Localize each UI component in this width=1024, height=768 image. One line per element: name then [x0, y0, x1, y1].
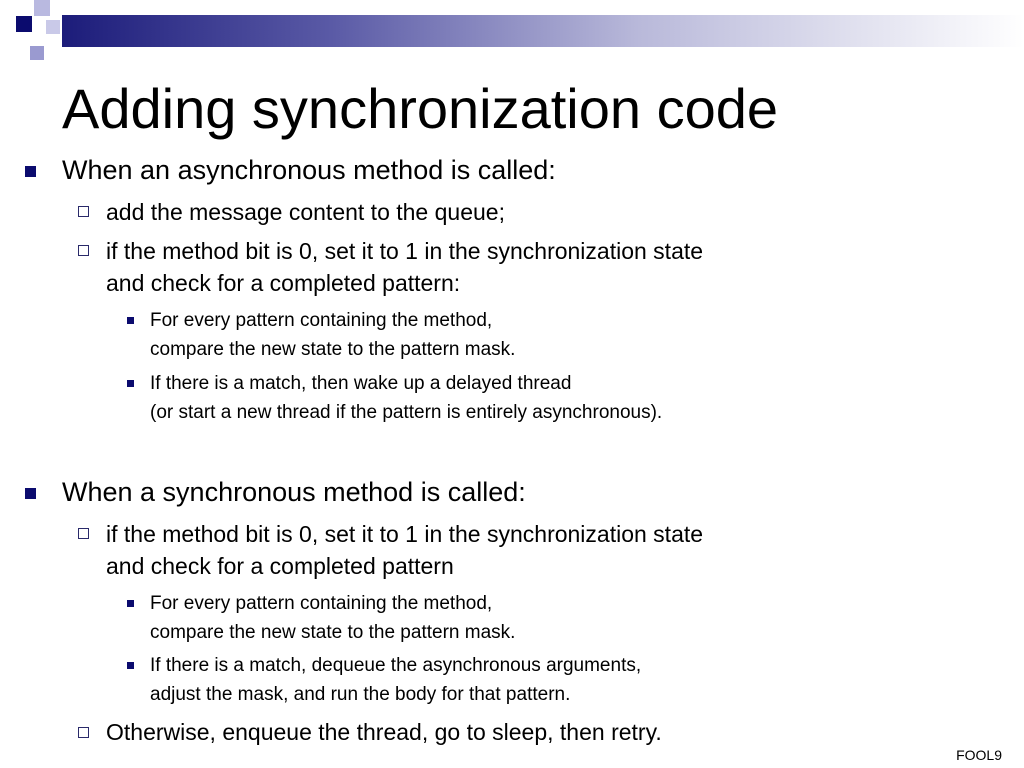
slide-title: Adding synchronization code [62, 77, 779, 140]
bullet-small-square-icon [127, 380, 134, 387]
header-decoration [0, 0, 1024, 62]
bullet-square-icon [25, 488, 36, 499]
bullet-small-square-icon [127, 600, 134, 607]
section1-item2-line2: and check for a completed pattern: [106, 270, 461, 296]
bullet-hollow-square-icon [78, 245, 89, 256]
bullet-small-square-icon [127, 317, 134, 324]
section2-item1-line1: if the method bit is 0, set it to 1 in the synchronization state [106, 521, 704, 547]
decor-square [16, 16, 32, 32]
header-gradient-bar [62, 15, 1024, 47]
section1-sub1-line1: For every pattern containing the method, [150, 310, 493, 331]
bullet-square-icon [25, 166, 36, 177]
bullet-hollow-square-icon [78, 206, 89, 217]
section2-heading: When a synchronous method is called: [62, 477, 526, 507]
bullet-hollow-square-icon [78, 727, 89, 738]
slide-footer: FOOL9 [956, 747, 1002, 763]
section2-sub2-line1: If there is a match, dequeue the asynchronous arguments, [150, 655, 642, 676]
section2-sub2-line2: adjust the mask, and run the body for that pattern. [150, 684, 571, 705]
section1-item1: add the message content to the queue; [106, 199, 505, 225]
bullet-small-square-icon [127, 662, 134, 669]
section2-sub1-line1: For every pattern containing the method, [150, 593, 493, 614]
section2-sub1-line2: compare the new state to the pattern mask. [150, 622, 516, 643]
section2-item1-line2: and check for a completed pattern [106, 553, 454, 579]
section1-sub1-line2: compare the new state to the pattern mask. [150, 339, 516, 360]
section1-heading: When an asynchronous method is called: [62, 155, 556, 185]
decor-square [34, 0, 50, 16]
decor-square [46, 20, 60, 34]
decor-square [30, 46, 44, 60]
section1-sub2-line1: If there is a match, then wake up a delayed thread [150, 373, 572, 394]
section1-item2-line1: if the method bit is 0, set it to 1 in the synchronization state [106, 238, 704, 264]
section1-sub2-line2: (or start a new thread if the pattern is entirely asynchronous). [150, 402, 663, 423]
bullet-hollow-square-icon [78, 528, 89, 539]
section2-item2: Otherwise, enqueue the thread, go to sleep, then retry. [106, 719, 662, 745]
decor-square [62, 3, 76, 15]
